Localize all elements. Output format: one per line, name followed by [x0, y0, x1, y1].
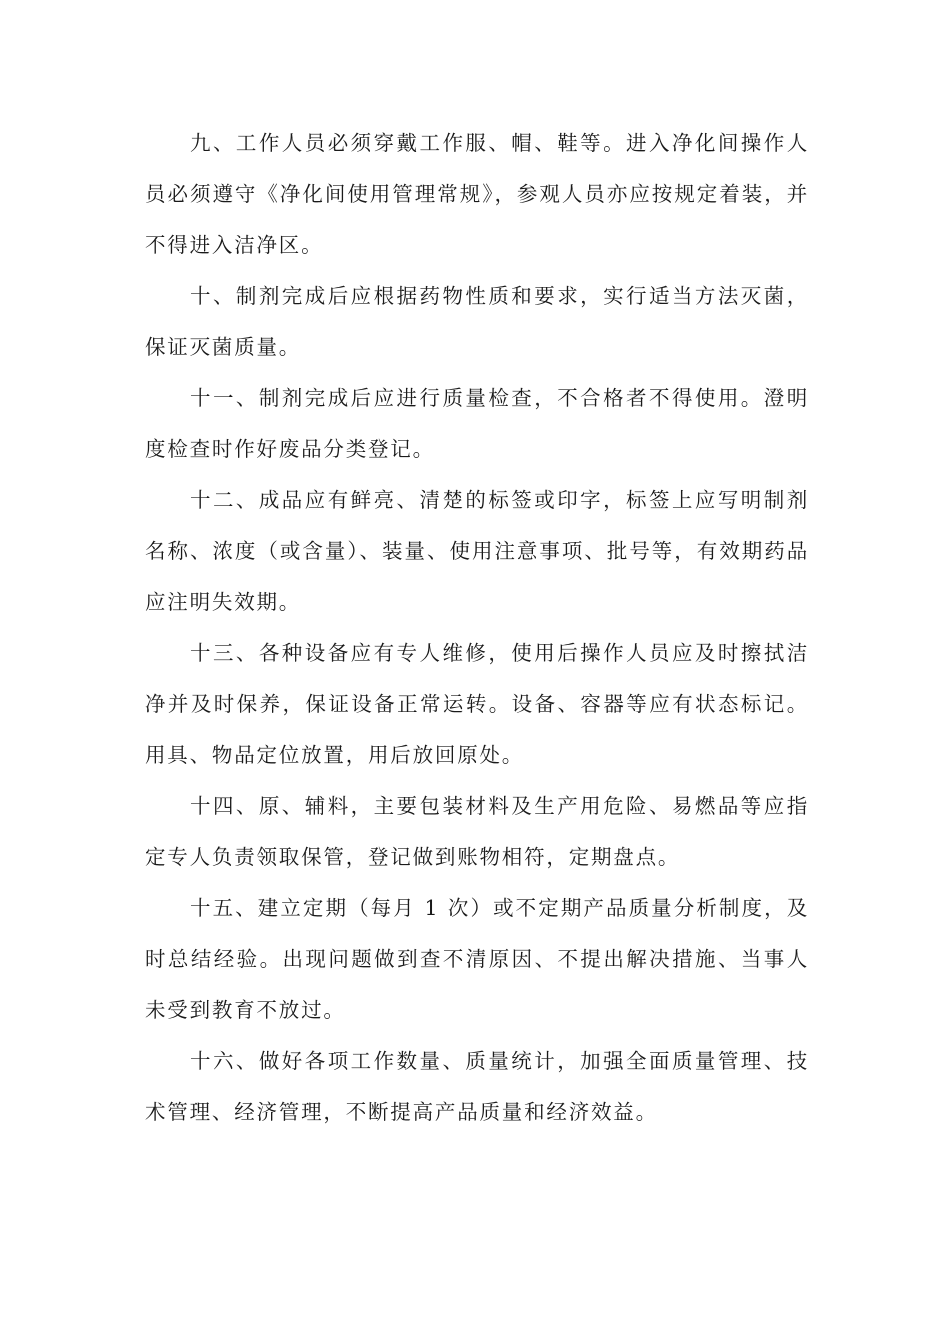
paragraph-12: 十二、成品应有鲜亮、清楚的标签或印字，标签上应写明制剂名称、浓度（或含量）、装量、使用注意事项、批号等，有效期药品应注明失效期。: [145, 488, 809, 614]
document-body: [145, 118, 809, 1138]
paragraph-14: 十四、原、辅料，主要包装材料及生产用危险、易燃品等应指定专人负责领取保管，登记做到账物相符，定期盘点。: [145, 794, 809, 869]
paragraph-11: 十一、制剂完成后应进行质量检查，不合格者不得使用。澄明度检查时作好废品分类登记。: [145, 386, 809, 461]
paragraph-9: 九、工作人员必须穿戴工作服、帽、鞋等。进入净化间操作人员必须遵守《净化间使用管理常规》，参观人员亦应按规定着装，并不得进入洁净区。: [145, 131, 809, 257]
paragraph-16: 十六、做好各项工作数量、质量统计，加强全面质量管理、技术管理、经济管理，不断提高产品质量和经济效益。: [145, 1049, 809, 1124]
paragraph-10: 十、制剂完成后应根据药物性质和要求，实行适当方法灭菌，保证灭菌质量。: [145, 284, 809, 359]
paragraph-15: 十五、建立定期（每月 1 次）或不定期产品质量分析制度，及时总结经验。出现问题做到查不清原因、不提出解决措施、当事人未受到教育不放过。: [145, 896, 809, 1022]
paragraph-13: 十三、各种设备应有专人维修，使用后操作人员应及时擦拭洁净并及时保养，保证设备正常运转。设备、容器等应有状态标记。用具、物品定位放置，用后放回原处。: [145, 641, 809, 767]
